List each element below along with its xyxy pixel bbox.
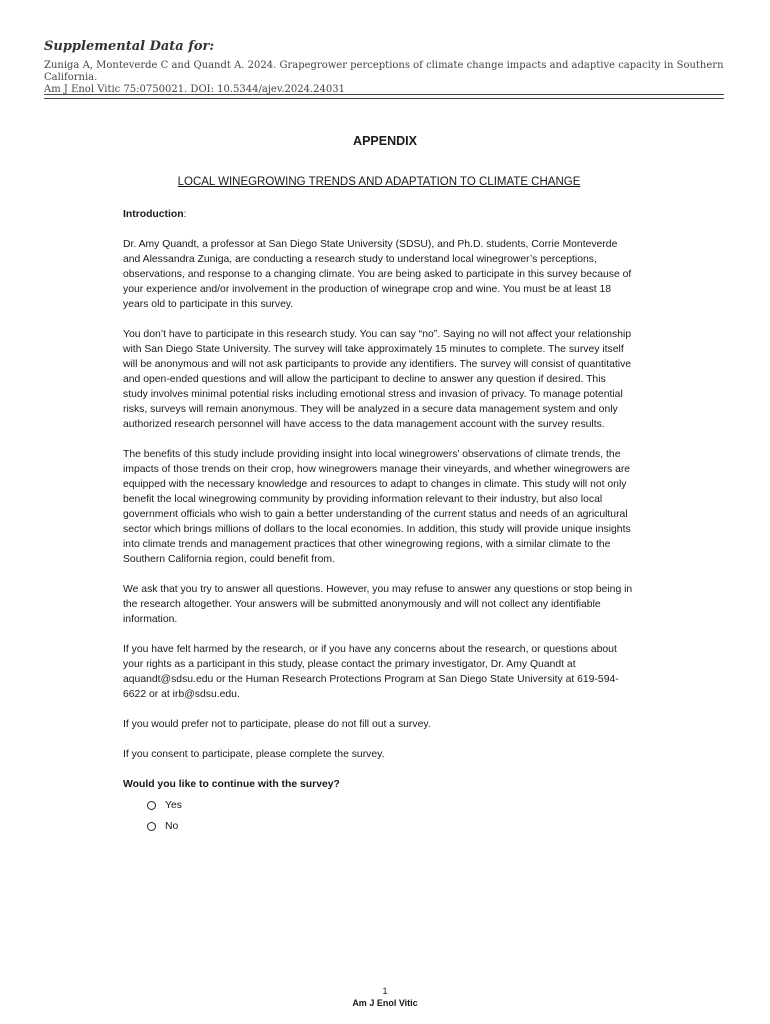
intro-colon: : [183, 209, 187, 220]
option-yes[interactable] [147, 798, 633, 813]
option-yes-label: Yes [165, 800, 182, 811]
page-number: 1 [382, 986, 388, 996]
paragraph-7: If you consent to participate, please complete the survey. [123, 749, 385, 760]
option-no[interactable] [147, 819, 633, 834]
paragraph-3: The benefits of this study include providing insight into local winegrowers’ observations of climate trends, the impacts of those trends on their crop, how winegrowers manage their vineyards, and whether winegrowers are equipped with the necessary knowledge and resources to adapt to changes in climate. This study will not only benefit the local winegrowing community by providing information relevant to their industry, but also local government officials who wish to gain a better understanding of the current status and needs of an agricultural sector which brings millions of dollars to the local economies. In addition, this study will provide unique insights into climate trends and management practices that other winegrowing regions, with a similar climate to the Southern California region, could benefit from. [123, 449, 631, 565]
footer-journal: Am J Enol Vitic [352, 998, 418, 1008]
paragraph-2: You don’t have to participate in this research study. You can say “no”. Saying no will not affect your relationship with San Diego State University. The survey will take approximately 15 minutes to complete. The survey itself will be anonymous and will not ask participants to provide any identifiers. The survey will consist of quantitative and open-ended questions and will allow the participant to decline to answer any question if desired. This study involves minimal potential risks including emotional stress and invasion of privacy. To manage potential risks, surveys will remain anonymous. They will be analyzed in a secure data management system and only authorized research personnel will have access to the data management account with the survey results. [123, 329, 632, 430]
radio-no[interactable] [147, 822, 156, 831]
paragraph-5: If you have felt harmed by the research, or if you have any concerns about the research, or questions about your rights as a participant in this study, please contact the primary investigator, Dr. Amy Quandt at aquandt@sdsu.edu or the Human Research Protections Program at San Diego State University at 619-594-6622 or at irb@sdsu.edu. [123, 644, 619, 700]
appendix-title: APPENDIX [353, 134, 417, 148]
header-rule-top [44, 94, 724, 95]
paragraph-4: We ask that you try to answer all questions. However, you may refuse to answer any questions or stop being in the research altogether. Your answers will be submitted anonymously and will not collect any identifiable information. [123, 584, 633, 625]
supplemental-title: Supplemental Data for: [44, 39, 215, 54]
survey-question: Would you like to continue with the survey? [123, 779, 340, 790]
paragraph-1: Dr. Amy Quandt, a professor at San Diego State University (SDSU), and Ph.D. students, Corrie Monteverde and Alessandra Zuniga, are conducting a research study to understand local winegrower’s perceptions, observations, and response to a changing climate. You are being asked to participate in this survey because of your experience and/or involvement in the production of winegrape crop and wine. You must be at least 18 years old to participate in this survey. [123, 239, 632, 310]
intro-label: Introduction [123, 209, 184, 220]
radio-yes[interactable] [147, 801, 156, 810]
document-body [123, 207, 633, 840]
paragraph-6: If you would prefer not to participate, please do not fill out a survey. [123, 719, 431, 730]
citation-line-2: Am J Enol Vitic 75:0750021. DOI: 10.5344/ajev.2024.24031 [44, 84, 345, 95]
option-no-label: No [165, 821, 179, 832]
page-footer [0, 985, 770, 1009]
intro-heading [123, 207, 633, 222]
header-rule-bottom [44, 98, 724, 99]
supplemental-header [44, 39, 734, 96]
citation-line-1: Zuniga A, Monteverde C and Quandt A. 2024. Grapegrower perceptions of climate change impacts and adaptive capacity in Southern California. [44, 60, 724, 83]
section-subtitle: LOCAL WINEGROWING TRENDS AND ADAPTATION TO CLIMATE CHANGE [177, 176, 581, 188]
